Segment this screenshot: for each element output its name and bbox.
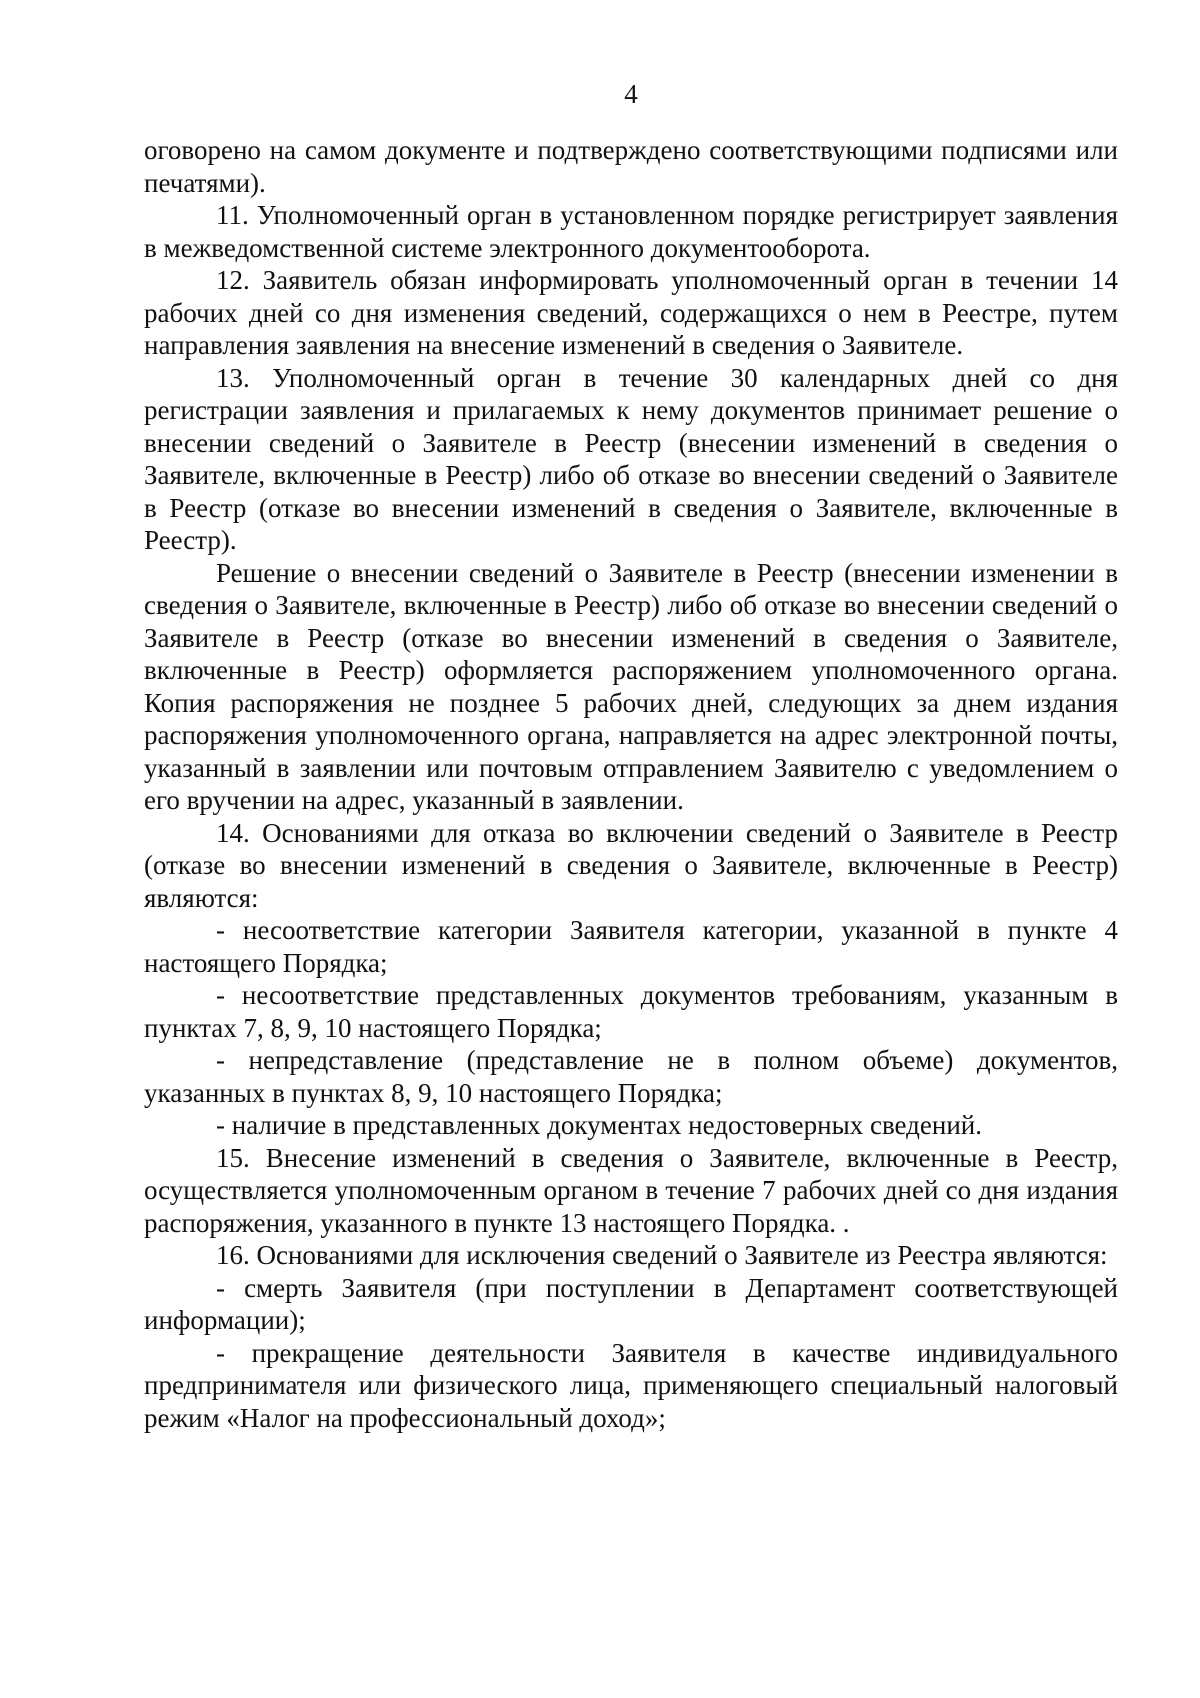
paragraph-item-12: 12. Заявитель обязан информировать уполномоченный орган в течении 14 рабочих дней со дня изменения сведений, содержащихся о нем в Реестре, путем направления заявления на внесение изменений в сведения о Заявителе. <box>144 265 1118 360</box>
page-number: 4 <box>624 79 638 109</box>
list-item-category-mismatch: - несоответствие категории Заявителя категории, указанной в пункте 4 настоящего Порядка; <box>144 915 1118 978</box>
paragraph-continuation: оговорено на самом документе и подтверждено соответствующими подписями или печатями). <box>144 135 1118 198</box>
document-body <box>144 134 1118 1434</box>
paragraph-item-16: 16. Основаниями для исключения сведений о Заявителе из Реестра являются: <box>216 1240 1108 1270</box>
paragraph-decision: Решение о внесении сведений о Заявителе в Реестр (внесении изменении в сведения о Заявителе, включенные в Реестр) либо об отказе во внесении сведений о Заявителе в Реестр (отказе во внесении изменений в сведения о Заявителе, включенные в Реестр) оформляется распоряжением уполномоченного органа. Копия распоряжения не позднее 5 рабочих дней, следующих за днем издания распоряжения уполномоченного органа, направляется на адрес электронной почты, указанный в заявлении или почтовым отправлением Заявителю с уведомлением о его вручении на адрес, указанный в заявлении. <box>144 557 1118 815</box>
list-item-document-mismatch: - несоответствие представленных документов требованиям, указанным в пунктах 7, 8, 9, 10 настоящего Порядка; <box>144 980 1118 1043</box>
list-item-false-info: - наличие в представленных документах недостоверных сведений. <box>216 1110 982 1140</box>
paragraph-item-13: 13. Уполномоченный орган в течение 30 календарных дней со дня регистрации заявления и прилагаемых к нему документов принимает решение о внесении сведений о Заявителе в Реестр (внесении изменений в сведения о Заявителе, включенные в Реестр) либо об отказе во внесении сведений о Заявителе в Реестр (отказе во внесении изменений в сведения о Заявителе, включенные в Реестр). <box>144 362 1118 555</box>
paragraph-item-11: 11. Уполномоченный орган в установленном порядке регистрирует заявления в межведомственной системе электронного документооборота. <box>144 200 1118 263</box>
list-item-death: - смерть Заявителя (при поступлении в Департамент соответствующей информации); <box>144 1272 1118 1335</box>
list-item-documents-missing: - непредставление (представление не в полном объеме) документов, указанных в пунктах 8, 9, 10 настоящего Порядка; <box>144 1045 1118 1108</box>
list-item-termination: - прекращение деятельности Заявителя в качестве индивидуального предпринимателя или физического лица, применяющего специальный налоговый режим «Налог на профессиональный доход»; <box>144 1337 1118 1433</box>
paragraph-item-14: 14. Основаниями для отказа во включении сведений о Заявителе в Реестр (отказе во внесении изменений в сведения о Заявителе, включенные в Реестр) являются: <box>144 817 1118 913</box>
paragraph-item-15: 15. Внесение изменений в сведения о Заявителе, включенные в Реестр, осуществляется уполномоченным органом в течение 7 рабочих дней со дня издания распоряжения, указанного в пункте 13 настоящего Порядка. . <box>144 1142 1118 1238</box>
